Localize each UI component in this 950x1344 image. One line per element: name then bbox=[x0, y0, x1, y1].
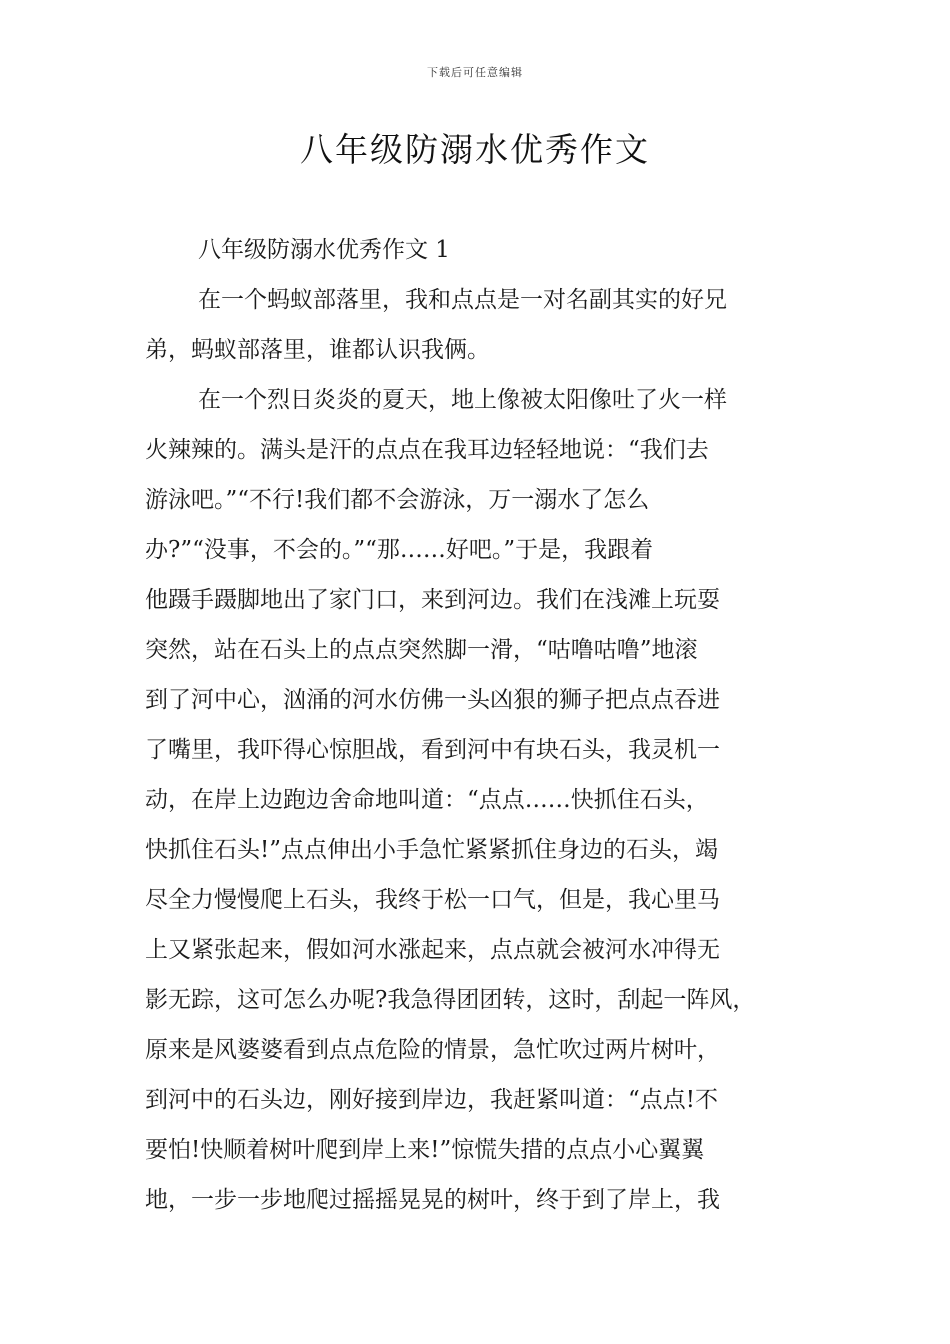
text-line: 上又紧张起来，假如河水涨起来，点点就会被河水冲得无 bbox=[145, 937, 720, 963]
page-header-note: 下载后可任意编辑 bbox=[427, 66, 523, 79]
text-line: 地，一步一步地爬过摇摇晃晃的树叶，终于到了岸上，我 bbox=[145, 1187, 720, 1213]
text-line: 到了河中心，汹涌的河水仿佛一头凶狠的狮子把点点吞进 bbox=[145, 687, 720, 713]
text-line: 原来是风婆婆看到点点危险的情景，急忙吹过两片树叶， bbox=[145, 1037, 720, 1063]
text-line: 突然，站在石头上的点点突然脚一滑，“咕噜咕噜”地滚 bbox=[145, 637, 698, 663]
text-line: 在一个蚂蚁部落里，我和点点是一对名副其实的好兄 bbox=[198, 287, 727, 313]
text-line: 弟，蚂蚁部落里，谁都认识我俩。 bbox=[145, 337, 490, 363]
text-line: 游泳吧。”“不行!我们都不会游泳，万一溺水了怎么 bbox=[145, 487, 650, 513]
text-line: 动，在岸上边跑边舍命地叫道：“点点……快抓住石头， bbox=[145, 787, 709, 813]
document-title: 八年级防溺水优秀作文 bbox=[300, 130, 650, 169]
text-line: 快抓住石头!”点点伸出小手急忙紧紧抓住身边的石头，竭 bbox=[145, 837, 719, 863]
text-line: 影无踪，这可怎么办呢?我急得团团转，这时，刮起一阵风， bbox=[145, 987, 756, 1013]
text-line: 他蹑手蹑脚地出了家门口，来到河边。我们在浅滩上玩耍 bbox=[145, 587, 720, 613]
text-line: 到河中的石头边，刚好接到岸边，我赶紧叫道：“点点!不 bbox=[145, 1087, 719, 1113]
essay-subtitle: 八年级防溺水优秀作文 1 bbox=[198, 237, 450, 263]
text-line: 尽全力慢慢爬上石头，我终于松一口气，但是，我心里马 bbox=[145, 887, 720, 913]
text-line: 在一个烈日炎炎的夏天，地上像被太阳像吐了火一样 bbox=[198, 387, 727, 413]
text-line: 火辣辣的。满头是汗的点点在我耳边轻轻地说：“我们去 bbox=[145, 437, 709, 463]
text-line: 了嘴里，我吓得心惊胆战，看到河中有块石头，我灵机一 bbox=[145, 737, 720, 763]
text-line: 办?”“没事，不会的。”“那……好吧。”于是，我跟着 bbox=[145, 537, 654, 563]
text-line: 要怕!快顺着树叶爬到岸上来!”惊慌失措的点点小心翼翼 bbox=[145, 1137, 705, 1163]
